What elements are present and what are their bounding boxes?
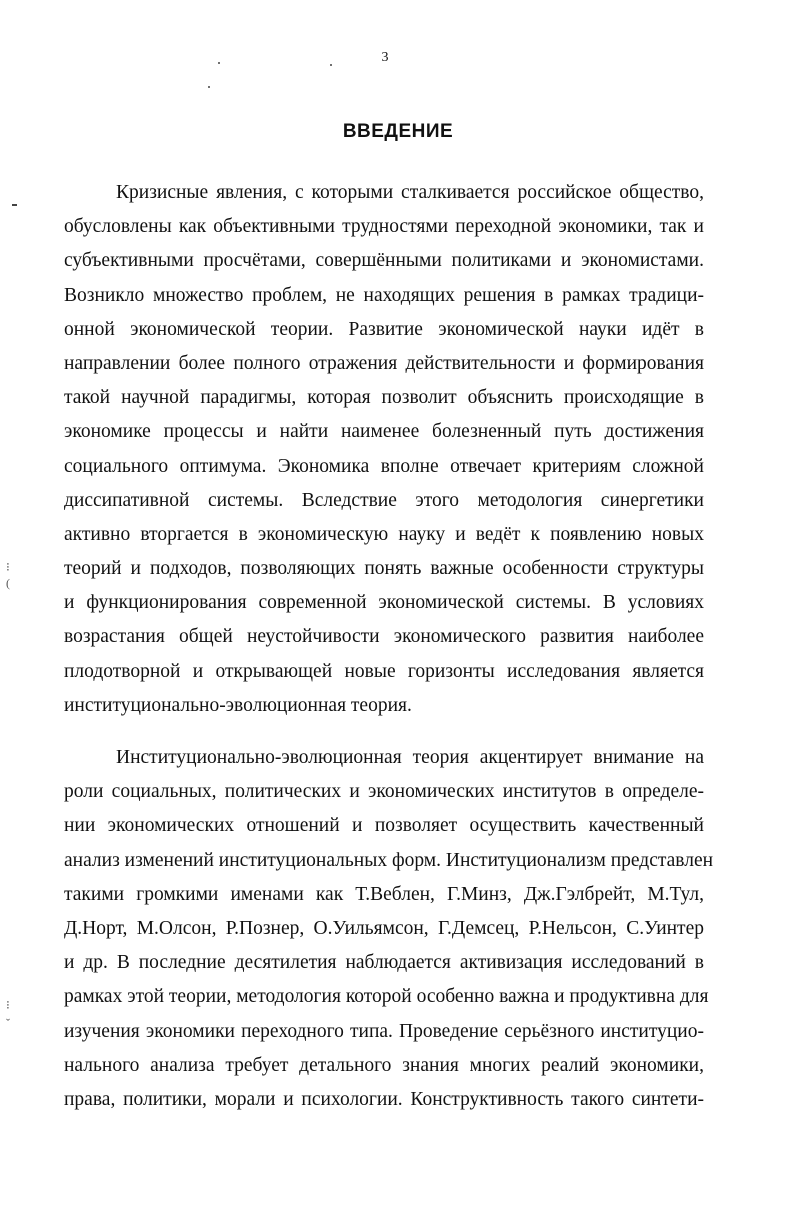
- text-line: социального оптимума. Экономика вполне отвечает критериям сложной: [64, 455, 704, 477]
- text-line: субъективными просчётами, совершёнными политиками и экономистами.: [64, 250, 704, 272]
- text-line: и др. В последние десятилетия наблюдается активизация исследований в: [64, 952, 704, 974]
- text-line: роли социальных, политических и экономических институтов в определе-: [64, 781, 704, 803]
- margin-mark: (: [6, 576, 10, 590]
- text-line: активно вторгается в экономическую науку и ведёт к появлению новых: [64, 523, 704, 545]
- margin-mark: ⁝: [6, 998, 10, 1012]
- text-line: плодотворной и открывающей новые горизонты исследования является: [64, 660, 704, 682]
- text-line: Кризисные явления, с которыми сталкивается российское общество,: [116, 182, 704, 203]
- text-line: институционально-эволюционная теория.: [64, 694, 412, 716]
- text-line: Д.Норт, М.Олсон, Р.Познер, О.Уильямсон, Г.Демсец, Р.Нельсон, С.Уинтер: [64, 917, 704, 939]
- text-line: возрастания общей неустойчивости экономического развития наиболее: [64, 626, 704, 648]
- margin-mark: ˇ: [6, 1016, 10, 1030]
- paragraph-2: [64, 741, 714, 1117]
- text-line: онной экономической теории. Развитие экономической науки идёт в: [64, 318, 704, 340]
- text-line: направлении более полного отражения действительности и формирования: [64, 352, 704, 374]
- text-line: такой научной парадигмы, которая позволит объяснить происходящие в: [64, 387, 704, 409]
- text-line: обусловлены как объективными трудностями переходной экономики, так и: [64, 216, 704, 238]
- text-line: анализ изменений институциональных форм. Институционализм представлен: [64, 849, 714, 871]
- scan-speck: [208, 86, 210, 88]
- text-line: теорий и подходов, позволяющих понять важные особенности структуры: [64, 558, 704, 580]
- text-line: нии экономических отношений и позволяет осуществить качественный: [64, 815, 704, 837]
- scan-speck: [218, 62, 220, 64]
- body-text: [64, 176, 714, 1117]
- text-line: Возникло множество проблем, не находящих решения в рамках традици-: [64, 284, 704, 306]
- text-line: диссипативной системы. Вследствие этого методология синергетики: [64, 489, 704, 511]
- page-number: 3: [381, 50, 389, 65]
- text-line: изучения экономики переходного типа. Проведение серьёзного институцио-: [64, 1020, 704, 1042]
- margin-mark: ⁝: [6, 560, 10, 574]
- text-line: и функционирования современной экономической системы. В условиях: [64, 592, 704, 614]
- scan-speck: [330, 64, 332, 66]
- paragraph-1: [64, 176, 704, 723]
- paragraph-gap: [64, 723, 704, 741]
- text-line: нального анализа требует детального знания многих реалий экономики,: [64, 1054, 704, 1076]
- text-line: Институционально-эволюционная теория акцентирует внимание на: [116, 747, 704, 768]
- text-line: рамках этой теории, методология которой особенно важна и продуктивна для: [64, 986, 709, 1008]
- text-line: экономике процессы и найти наименее болезненный путь достижения: [64, 421, 704, 443]
- page-title: ВВЕДЕНИЕ: [342, 121, 454, 142]
- text-line: такими громкими именами как Т.Веблен, Г.Минз, Дж.Гэлбрейт, М.Тул,: [64, 883, 704, 905]
- scan-speck: [12, 204, 17, 206]
- text-line: права, политики, морали и психологии. Конструктивность такого синтети-: [64, 1088, 704, 1110]
